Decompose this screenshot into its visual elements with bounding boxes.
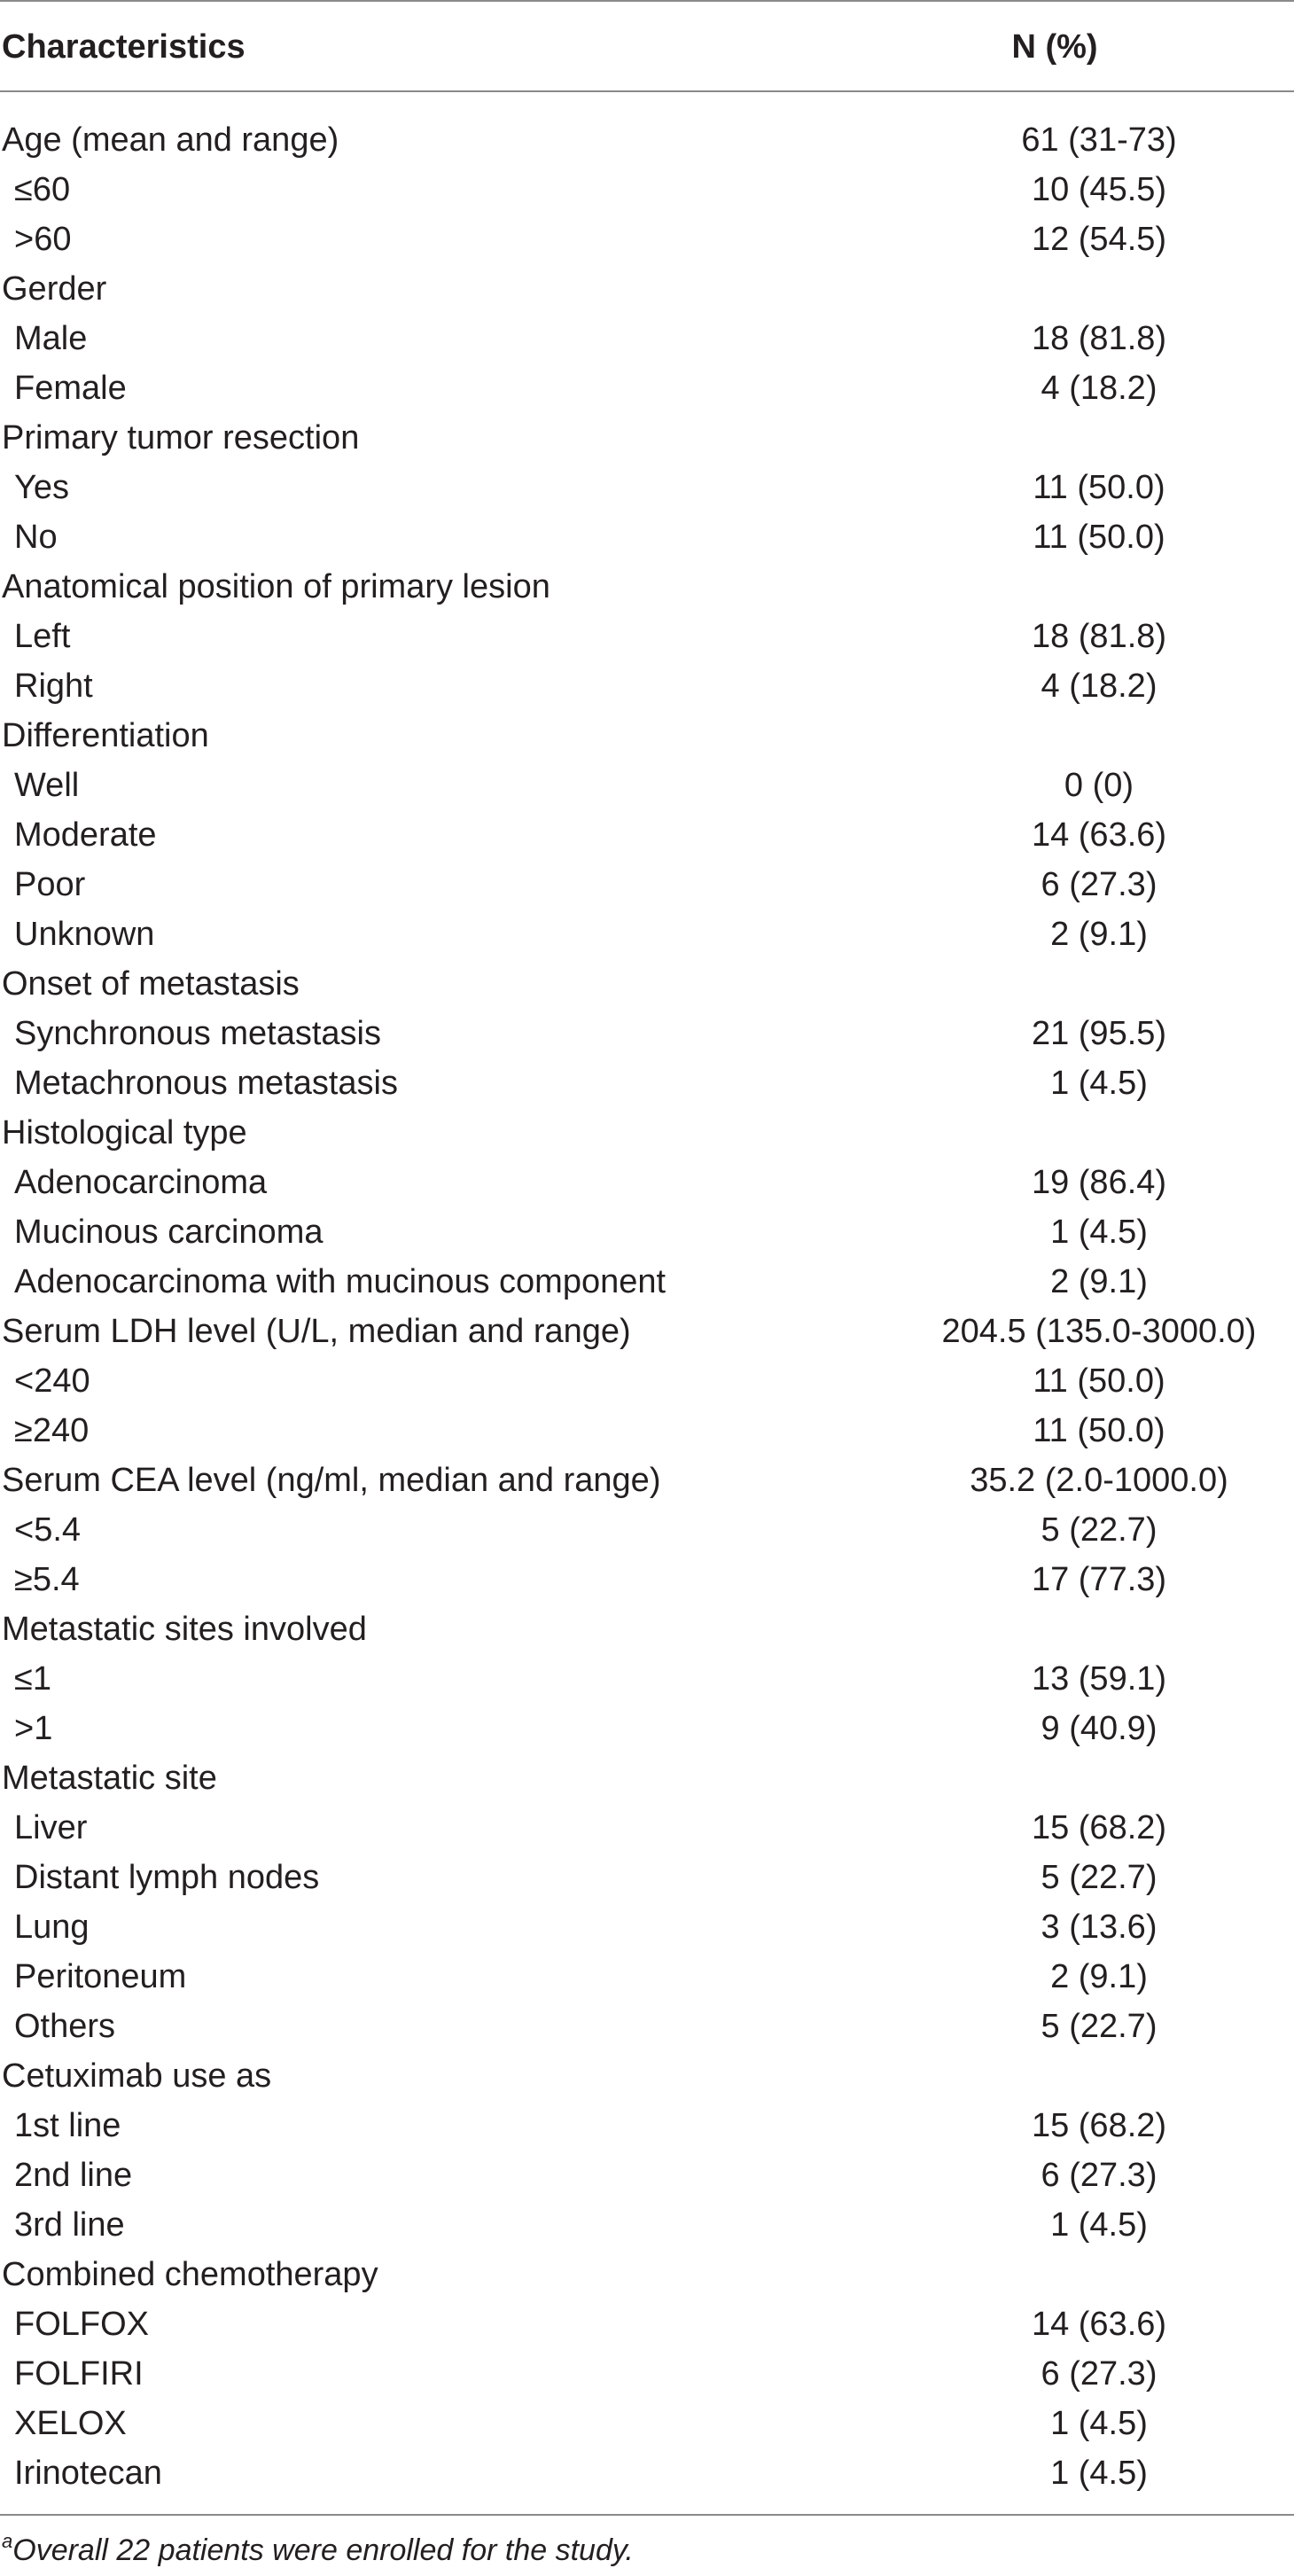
table-row xyxy=(0,512,1294,562)
row-label: FOLFOX xyxy=(14,2306,150,2343)
table-row-category xyxy=(0,2051,1294,2101)
row-value: 204.5 (135.0-3000.0) xyxy=(941,1313,1257,1350)
row-value: 15 (68.2) xyxy=(1031,1809,1167,1846)
table-row xyxy=(0,1158,1294,1207)
row-label: Female xyxy=(14,370,127,407)
row-label: Metastatic sites involved xyxy=(2,1611,367,1648)
row-label: ≥5.4 xyxy=(14,1561,80,1598)
row-label: FOLFIRI xyxy=(14,2355,144,2393)
table-row xyxy=(0,2200,1294,2250)
row-value: 9 (40.9) xyxy=(1041,1710,1158,1747)
table-row xyxy=(0,2349,1294,2399)
table-row xyxy=(0,909,1294,959)
row-label: XELOX xyxy=(14,2405,127,2442)
row-value: 1 (4.5) xyxy=(1050,2206,1148,2244)
row-label: Gerder xyxy=(2,270,107,308)
row-label: Peritoneum xyxy=(14,1958,187,1995)
table-row xyxy=(0,612,1294,661)
row-label: 1st line xyxy=(14,2107,121,2144)
table-row xyxy=(0,2151,1294,2200)
row-value: 14 (63.6) xyxy=(1031,2306,1167,2343)
row-value: 2 (9.1) xyxy=(1050,1958,1148,1995)
header-characteristics: Characteristics xyxy=(2,28,246,66)
table-header-rule xyxy=(0,90,1294,92)
table-footnote xyxy=(2,2528,634,2572)
row-value: 12 (54.5) xyxy=(1031,221,1167,258)
row-value: 4 (18.2) xyxy=(1041,667,1158,705)
row-label: Right xyxy=(14,667,93,705)
table-row xyxy=(0,860,1294,909)
row-value: 6 (27.3) xyxy=(1041,2355,1158,2393)
footnote-marker: a xyxy=(2,2530,13,2552)
table-row xyxy=(0,1555,1294,1604)
row-value: 5 (22.7) xyxy=(1041,2008,1158,2045)
table-row xyxy=(0,1654,1294,1704)
row-value: 19 (86.4) xyxy=(1031,1164,1167,1201)
table-row-category xyxy=(0,1456,1294,1505)
table-row-category xyxy=(0,959,1294,1009)
row-label: Yes xyxy=(14,469,69,506)
table-row xyxy=(0,1356,1294,1406)
footnote-text: Overall 22 patients were enrolled for the study. xyxy=(12,2533,634,2567)
row-value: 13 (59.1) xyxy=(1031,1660,1167,1698)
row-value: 35.2 (2.0-1000.0) xyxy=(970,1462,1228,1499)
row-label: 3rd line xyxy=(14,2206,125,2244)
row-value: 6 (27.3) xyxy=(1041,866,1158,903)
row-label: Adenocarcinoma with mucinous component xyxy=(14,1263,666,1300)
table-row xyxy=(0,1058,1294,1108)
row-label: Cetuximab use as xyxy=(2,2057,272,2095)
row-label: <5.4 xyxy=(14,1511,82,1549)
table-row xyxy=(0,215,1294,264)
row-label: Combined chemotherapy xyxy=(2,2256,378,2293)
table-row-category xyxy=(0,413,1294,463)
row-label: Histological type xyxy=(2,1114,247,1151)
row-value: 6 (27.3) xyxy=(1041,2157,1158,2194)
table-row xyxy=(0,2101,1294,2151)
row-label: Serum CEA level (ng/ml, median and range) xyxy=(2,1462,661,1499)
table-row xyxy=(0,1406,1294,1456)
row-value: 61 (31-73) xyxy=(1021,121,1177,159)
table-row xyxy=(0,2002,1294,2051)
table-row xyxy=(0,1009,1294,1058)
table-row xyxy=(0,2299,1294,2349)
row-label: Liver xyxy=(14,1809,88,1846)
table-row xyxy=(0,1853,1294,1902)
table-row xyxy=(0,661,1294,711)
row-value: 4 (18.2) xyxy=(1041,370,1158,407)
row-label: Differentiation xyxy=(2,717,209,754)
row-value: 14 (63.6) xyxy=(1031,816,1167,854)
row-label: >60 xyxy=(14,221,72,258)
row-label: Adenocarcinoma xyxy=(14,1164,268,1201)
table-row xyxy=(0,2399,1294,2448)
row-value: 5 (22.7) xyxy=(1041,1859,1158,1896)
row-value: 15 (68.2) xyxy=(1031,2107,1167,2144)
row-value: 18 (81.8) xyxy=(1031,618,1167,655)
row-value: 5 (22.7) xyxy=(1041,1511,1158,1549)
table-row-category xyxy=(0,2250,1294,2299)
row-label: Irinotecan xyxy=(14,2455,162,2492)
row-label: Metachronous metastasis xyxy=(14,1065,398,1102)
row-label: No xyxy=(14,519,58,556)
row-value: 1 (4.5) xyxy=(1050,1065,1148,1102)
row-label: Lung xyxy=(14,1909,90,1946)
table-row xyxy=(0,165,1294,215)
row-label: Age (mean and range) xyxy=(2,121,339,159)
table-row xyxy=(0,761,1294,810)
row-label: Primary tumor resection xyxy=(2,419,360,457)
table-row xyxy=(0,1704,1294,1753)
row-value: 11 (50.0) xyxy=(1033,1362,1165,1400)
table-row-category xyxy=(0,1604,1294,1654)
table-row xyxy=(0,810,1294,860)
row-value: 1 (4.5) xyxy=(1050,2405,1148,2442)
row-label: Onset of metastasis xyxy=(2,965,300,1003)
table-row-category xyxy=(0,562,1294,612)
row-label: Left xyxy=(14,618,71,655)
table-row-category xyxy=(0,1108,1294,1158)
table-row xyxy=(0,1952,1294,2002)
row-label: Moderate xyxy=(14,816,157,854)
row-value: 21 (95.5) xyxy=(1031,1015,1167,1052)
row-label: ≥240 xyxy=(14,1412,90,1449)
row-label: <240 xyxy=(14,1362,90,1400)
table-row xyxy=(0,1803,1294,1853)
table-row xyxy=(0,1902,1294,1952)
row-label: >1 xyxy=(14,1710,53,1747)
row-label: Poor xyxy=(14,866,86,903)
table-row xyxy=(0,463,1294,512)
header-n-percent: N (%) xyxy=(1011,28,1098,66)
row-value: 0 (0) xyxy=(1064,767,1134,804)
row-value: 3 (13.6) xyxy=(1041,1909,1158,1946)
table-bottom-rule xyxy=(0,2514,1294,2516)
table-row xyxy=(0,1207,1294,1257)
table-row xyxy=(0,1505,1294,1555)
table-body xyxy=(0,115,1294,2498)
row-label: Serum LDH level (U/L, median and range) xyxy=(2,1313,631,1350)
row-label: Well xyxy=(14,767,80,804)
table-row-category xyxy=(0,1307,1294,1356)
row-value: 1 (4.5) xyxy=(1050,1214,1148,1251)
table-row xyxy=(0,314,1294,363)
table-row xyxy=(0,1257,1294,1307)
row-value: 10 (45.5) xyxy=(1031,171,1167,208)
table-row xyxy=(0,2448,1294,2498)
row-label: Synchronous metastasis xyxy=(14,1015,381,1052)
row-label: Male xyxy=(14,320,88,357)
row-label: Others xyxy=(14,2008,116,2045)
table-header-row xyxy=(0,0,1294,90)
table-row-category xyxy=(0,264,1294,314)
row-label: Metastatic site xyxy=(2,1760,217,1797)
row-value: 1 (4.5) xyxy=(1050,2455,1148,2492)
table-row-category xyxy=(0,115,1294,165)
row-value: 2 (9.1) xyxy=(1050,916,1148,953)
row-value: 2 (9.1) xyxy=(1050,1263,1148,1300)
row-label: 2nd line xyxy=(14,2157,133,2194)
row-label: Unknown xyxy=(14,916,155,953)
table-row-category xyxy=(0,711,1294,761)
row-value: 11 (50.0) xyxy=(1033,469,1165,506)
row-value: 17 (77.3) xyxy=(1031,1561,1167,1598)
row-label: Anatomical position of primary lesion xyxy=(2,568,550,605)
row-label: ≤60 xyxy=(14,171,71,208)
table-row xyxy=(0,363,1294,413)
table-row-category xyxy=(0,1753,1294,1803)
row-value: 18 (81.8) xyxy=(1031,320,1167,357)
row-value: 11 (50.0) xyxy=(1033,519,1165,556)
row-label: Mucinous carcinoma xyxy=(14,1214,324,1251)
row-label: Distant lymph nodes xyxy=(14,1859,320,1896)
row-value: 11 (50.0) xyxy=(1033,1412,1165,1449)
row-label: ≤1 xyxy=(14,1660,51,1698)
